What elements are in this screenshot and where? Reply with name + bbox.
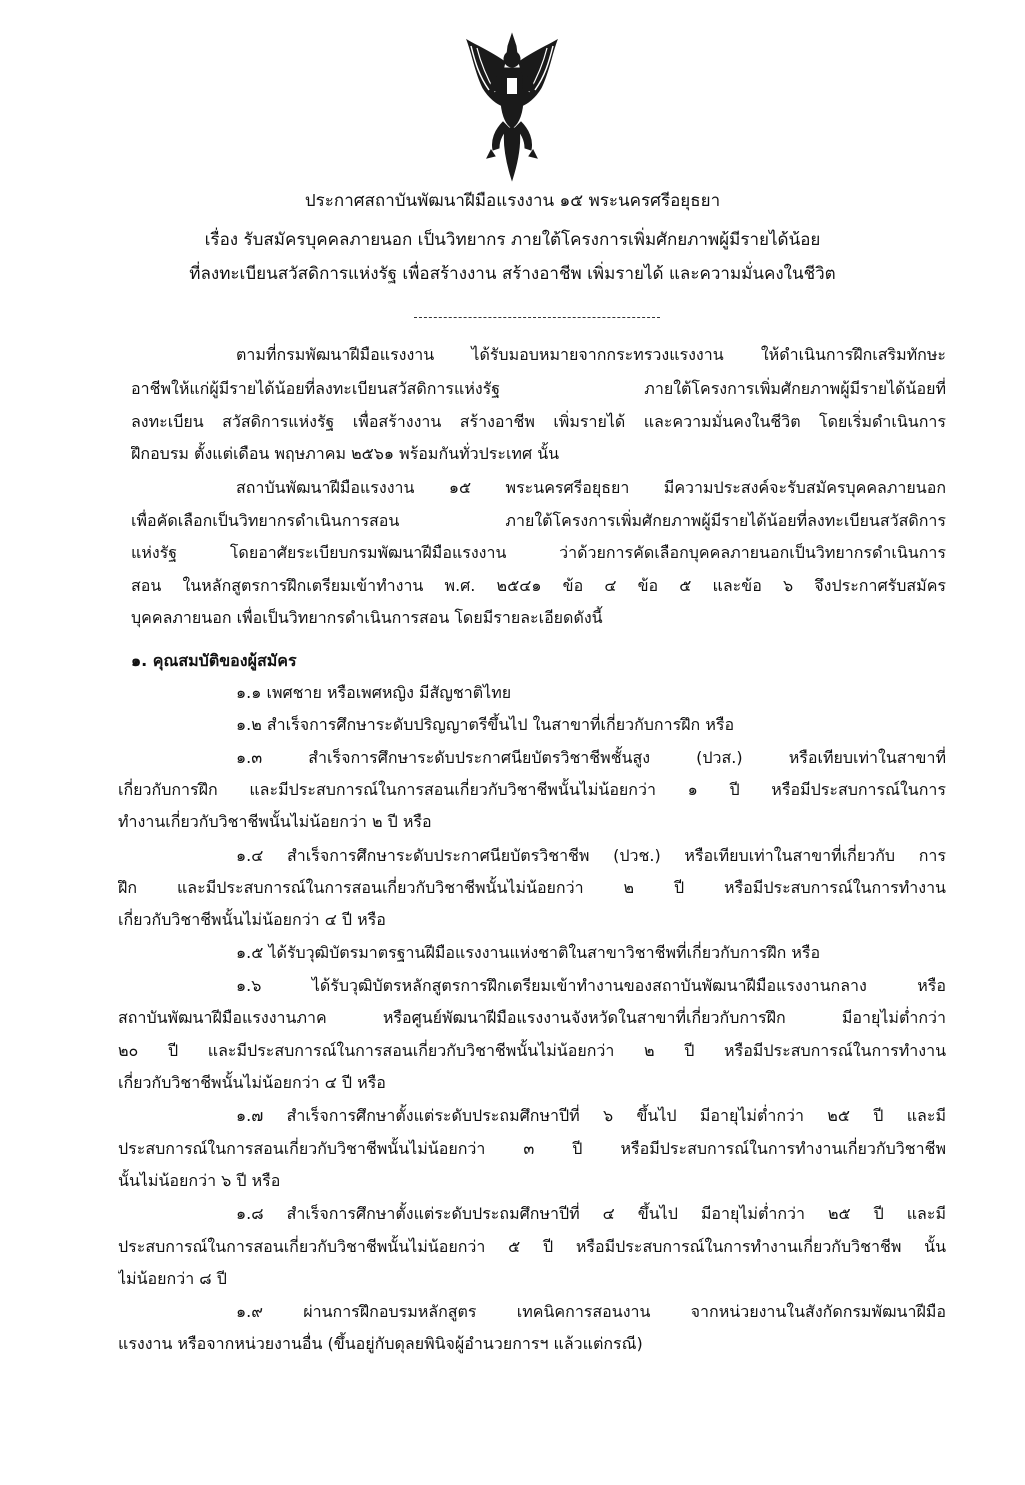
header-divider (414, 317, 660, 318)
list-item-line: ประสบการณ์ในการสอนเกี่ยวกับวิชาชีพนั้นไม่น้อยกว่า ๕ ปี หรือมีประสบการณ์ในการทำงานเกี่ยวกับวิชาชีพ นั้น (118, 1237, 946, 1256)
list-item: ๑.๘ สำเร็จการศึกษาตั้งแต่ระดับประถมศึกษาปีที่ ๔ ขึ้นไป มีอายุไม่ต่ำกว่า ๒๕ ปี และมี (236, 1204, 946, 1223)
paragraph-line: สถาบันพัฒนาฝีมือแรงงาน ๑๕ พระนครศรีอยุธยา มีความประสงค์จะรับสมัครบุคคลภายนอก (236, 478, 946, 497)
paragraph-line: ลงทะเบียน สวัสดิการแห่งรัฐ เพื่อสร้างงาน สร้างอาชีพ เพิ่มรายได้ และความมั่นคงในชีวิต โดยเริ่มดำเนินการ (131, 412, 946, 431)
list-item: ๑.๗ สำเร็จการศึกษาตั้งแต่ระดับประถมศึกษาปีที่ ๖ ขึ้นไป มีอายุไม่ต่ำกว่า ๒๕ ปี และมี (236, 1106, 946, 1125)
list-item-line: เกี่ยวกับวิชาชีพนั้นไม่น้อยกว่า ๔ ปี หรือ (118, 1073, 386, 1092)
paragraph-line: แห่งรัฐ โดยอาศัยระเบียบกรมพัฒนาฝีมือแรงงาน ว่าด้วยการคัดเลือกบุคคลภายนอกเป็นวิทยากรดำเนินการ (131, 543, 946, 562)
paragraph-line: อาชีพให้แก่ผู้มีรายได้น้อยที่ลงทะเบียนสวัสดิการแห่งรัฐ ภายใต้โครงการเพิ่มศักยภาพผู้มีรายได้น้อยที่ (131, 379, 946, 398)
list-item: ๑.๒ สำเร็จการศึกษาระดับปริญญาตรีขึ้นไป ในสาขาที่เกี่ยวกับการฝึก หรือ (236, 715, 735, 734)
list-item: ๑.๖ ได้รับวุฒิบัตรหลักสูตรการฝึกเตรียมเข้าทำงานของสถาบันพัฒนาฝีมือแรงงานกลาง หรือ (236, 976, 946, 995)
list-item-line: เกี่ยวกับการฝึก และมีประสบการณ์ในการสอนเกี่ยวกับวิชาชีพนั้นไม่น้อยกว่า ๑ ปี หรือมีประสบการณ์ในการ (118, 780, 946, 799)
announcement-subject-continued: ที่ลงทะเบียนสวัสดิการแห่งรัฐ เพื่อสร้างงาน สร้างอาชีพ เพิ่มรายได้ และความมั่นคงในชีวิต (189, 264, 836, 284)
paragraph-line: บุคคลภายนอก เพื่อเป็นวิทยากรดำเนินการสอน โดยมีรายละเอียดดังนี้ (131, 608, 603, 627)
paragraph-line: ตามที่กรมพัฒนาฝีมือแรงงาน ได้รับมอบหมายจากกระทรวงแรงงาน ให้ดำเนินการฝึกเสริมทักษะ (236, 345, 946, 364)
garuda-emblem-icon (461, 32, 563, 184)
list-item-line: ฝึก และมีประสบการณ์ในการสอนเกี่ยวกับวิชาชีพนั้นไม่น้อยกว่า ๒ ปี หรือมีประสบการณ์ในการทำงาน (118, 878, 946, 897)
paragraph-line: ฝึกอบรม ตั้งแต่เดือน พฤษภาคม ๒๕๖๑ พร้อมกันทั่วประเทศ นั้น (131, 444, 560, 463)
list-item-line: สถาบันพัฒนาฝีมือแรงงานภาค หรือศูนย์พัฒนาฝีมือแรงงานจังหวัดในสาขาที่เกี่ยวกับการฝึก มีอายุไม่ต่ำกว่า (118, 1008, 946, 1027)
list-item-line: เกี่ยวกับวิชาชีพนั้นไม่น้อยกว่า ๔ ปี หรือ (118, 910, 386, 929)
list-item: ๑.๕ ได้รับวุฒิบัตรมาตรฐานฝีมือแรงงานแห่งชาติในสาขาวิชาชีพที่เกี่ยวกับการฝึก หรือ (236, 943, 821, 962)
list-item: ๑.๑ เพศชาย หรือเพศหญิง มีสัญชาติไทย (236, 683, 512, 702)
announcement-subject: เรื่อง รับสมัครบุคคลภายนอก เป็นวิทยากร ภายใต้โครงการเพิ่มศักยภาพผู้มีรายได้น้อย (204, 230, 821, 250)
list-item: ๑.๓ สำเร็จการศึกษาระดับประกาศนียบัตรวิชาชีพชั้นสูง (ปวส.) หรือเทียบเท่าในสาขาที่ (236, 748, 946, 767)
announcement-title: ประกาศสถาบันพัฒนาฝีมือแรงงาน ๑๕ พระนครศรีอยุธยา (304, 191, 721, 211)
list-item: ๑.๔ สำเร็จการศึกษาระดับประกาศนียบัตรวิชาชีพ (ปวช.) หรือเทียบเท่าในสาขาที่เกี่ยวกับ การ (236, 846, 946, 865)
list-item-line: ประสบการณ์ในการสอนเกี่ยวกับวิชาชีพนั้นไม่น้อยกว่า ๓ ปี หรือมีประสบการณ์ในการทำงานเกี่ยวกับวิชาชีพ (118, 1139, 946, 1158)
paragraph-line: เพื่อคัดเลือกเป็นวิทยากรดำเนินการสอน ภายใต้โครงการเพิ่มศักยภาพผู้มีรายได้น้อยที่ลงทะเบียนสวัสดิการ (131, 511, 946, 530)
list-item: ๑.๙ ผ่านการฝึกอบรมหลักสูตร เทคนิคการสอนงาน จากหน่วยงานในสังกัดกรมพัฒนาฝีมือ (236, 1302, 946, 1321)
section-heading: ๑. คุณสมบัติของผู้สมัคร (131, 651, 297, 670)
paragraph-line: สอน ในหลักสูตรการฝึกเตรียมเข้าทำงาน พ.ศ. ๒๕๔๑ ข้อ ๔ ข้อ ๕ และข้อ ๖ จึงประกาศรับสมัคร (131, 576, 946, 595)
list-item-line: นั้นไม่น้อยกว่า ๖ ปี หรือ (118, 1171, 281, 1190)
list-item-line: แรงงาน หรือจากหน่วยงานอื่น (ขึ้นอยู่กับดุลยพินิจผู้อำนวยการฯ แล้วแต่กรณี) (118, 1334, 643, 1353)
list-item-line: ทำงานเกี่ยวกับวิชาชีพนั้นไม่น้อยกว่า ๒ ปี หรือ (118, 812, 432, 831)
list-item-line: ๒๐ ปี และมีประสบการณ์ในการสอนเกี่ยวกับวิชาชีพนั้นไม่น้อยกว่า ๒ ปี หรือมีประสบการณ์ในการทำงาน (118, 1041, 946, 1060)
list-item-line: ไม่น้อยกว่า ๘ ปี (118, 1269, 227, 1288)
